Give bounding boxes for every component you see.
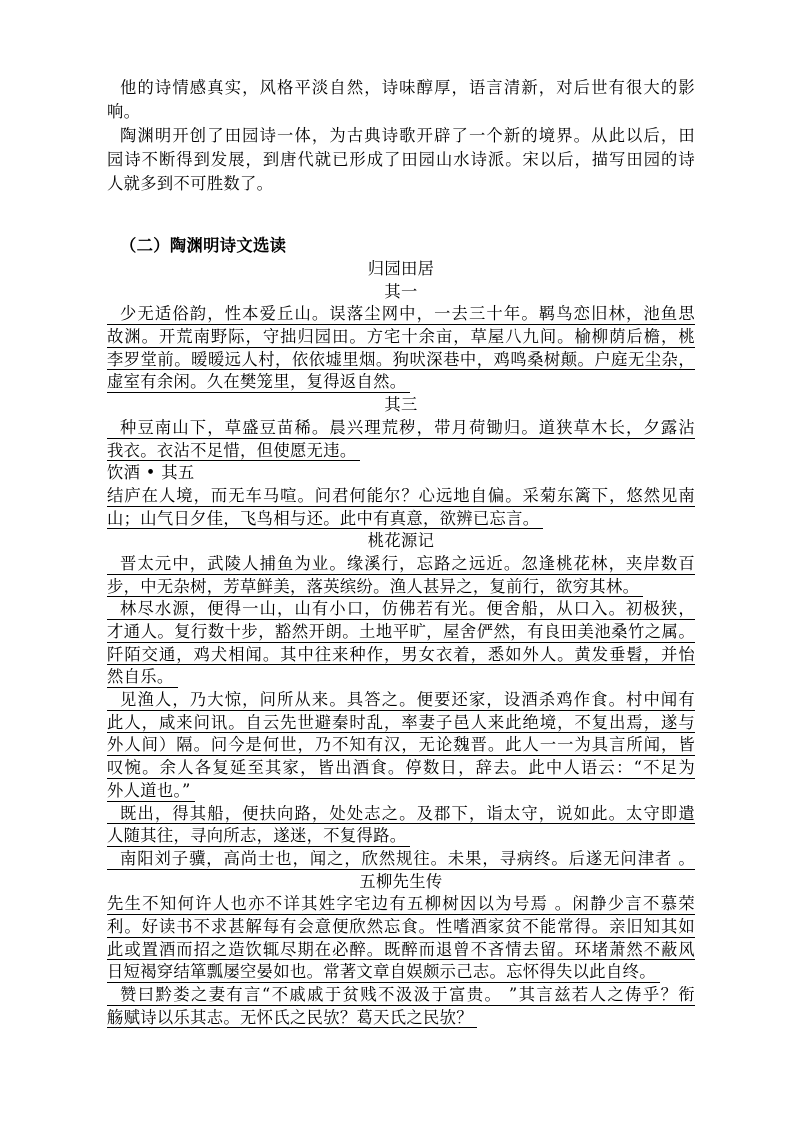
essay-paragraph <box>107 598 695 689</box>
prose-line: 利。好读书不求甚解每有会意便欣然忘食。性嗜酒家贫不能常得。亲旧知其如 <box>107 916 695 939</box>
prose-line: 外人间）隔。问今是何世，乃不知有汉，无论魏晋。此人一一为具言所闻，皆 <box>107 734 695 757</box>
poem-line: 李罗堂前。暧暧远人村，依依墟里烟。狗吠深巷中，鸡鸣桑树颠。户庭无尘杂， <box>107 349 695 372</box>
prose-line <box>107 1007 695 1030</box>
intro-line: 响。 <box>107 102 141 121</box>
intro-line: 他的诗情感真实，风格平淡自然，诗味醇厚，语言清新，对后世有很大的影 <box>120 78 695 97</box>
intro-line: 园诗不断得到发展，到唐代就已形成了田园山水诗派。宋以后，描写田园的诗 <box>107 150 695 169</box>
prose-line-text: 步，中无杂树，芳草鲜美，落英缤纷。渔人甚异之，复前行，欲穷其林。 <box>107 576 643 599</box>
section-heading: （二）陶渊明诗文选读 <box>120 236 287 255</box>
essay-paragraph <box>107 893 695 984</box>
poem-part-label: 其三 <box>384 395 418 415</box>
essay-paragraph <box>107 803 695 848</box>
prose-line-text: 然自乐。 <box>107 666 178 689</box>
essay-paragraph <box>107 553 695 598</box>
essay-title: 五柳先生传 <box>359 871 443 891</box>
essay-paragraph <box>107 848 695 871</box>
prose-line-text: 日短褐穿结箪瓢屡空晏如也。常著文章自娱颇示己志。忘怀得失以此自终。 <box>107 961 660 984</box>
poem-line-text: 山；山气日夕佳，飞鸟相与还。此中有真意，欲辨已忘言。 <box>107 508 543 531</box>
prose-line <box>107 780 695 803</box>
prose-line: 才通人。复行数十步，豁然开朗。土地平旷，屋舍俨然，有良田美池桑竹之属。 <box>107 621 695 644</box>
prose-line: 此或置酒而招之造饮辄尽期在必醉。既醉而退曾不吝情去留。环堵萧然不蔽风 <box>107 939 695 962</box>
prose-line: 既出，得其船，便扶向路，处处志之。及郡下，诣太守，说如此。太守即遣 <box>107 803 695 826</box>
poem-yinjiu <box>107 462 695 530</box>
intro-paragraph <box>107 76 695 124</box>
prose-line: 此人，咸来问讯。自云先世避秦时乱，率妻子邑人来此绝境，不复出焉，遂与 <box>107 712 695 735</box>
page-content <box>107 76 695 1029</box>
prose-line-text: 觞赋诗以乐其志。无怀氏之民欤？葛天氏之民欤？ <box>107 1007 477 1030</box>
essay-paragraph <box>107 984 695 1029</box>
essay-wuliu-xiansheng-zhuan <box>107 871 695 1030</box>
poem-line: 少无适俗韵，性本爱丘山。误落尘网中，一去三十年。羁鸟恋旧林，池鱼思 <box>107 303 695 326</box>
prose-line: 先生不知何许人也亦不详其姓字宅边有五柳树因以为号焉 。闲静少言不慕荣 <box>107 893 695 916</box>
poem-line <box>107 508 695 531</box>
prose-line: 见渔人，乃大惊，问所从来。具答之。便要还家，设酒杀鸡作食。村中闻有 <box>107 689 695 712</box>
poem-line: 结庐在人境，而无车马喧。问君何能尔？心远地自偏。采菊东篱下，悠然见南 <box>107 485 695 508</box>
prose-line: 赞曰黔娄之妻有言“不戚戚于贫贱不汲汲于富贵。 ”其言兹若人之俦乎？衔 <box>107 984 695 1007</box>
poem-line <box>107 371 695 394</box>
essay-title: 桃花源记 <box>367 531 435 551</box>
prose-line: 南阳刘子骥，高尚士也，闻之，欣然规往。未果，寻病终。后遂无问津者 。 <box>107 848 695 871</box>
prose-line <box>107 961 695 984</box>
readings-section <box>107 258 695 1029</box>
poem-line: 故渊。开荒南野际，守拙归园田。方宅十余亩，草屋八九间。榆柳荫后檐，桃 <box>107 326 695 349</box>
essay-taohuayuan-ji <box>107 530 695 870</box>
prose-line <box>107 825 695 848</box>
prose-line: 阡陌交通，鸡犬相闻。其中往来种作，男女衣着，悉如外人。黄发垂髫，并怡 <box>107 644 695 667</box>
poem-part-label: 其一 <box>384 281 418 301</box>
intro-line: 人就多到不可胜数了。 <box>107 174 274 193</box>
poem-title: 饮酒 • 其五 <box>107 463 195 483</box>
prose-line <box>107 576 695 599</box>
poem-title: 归园田居 <box>367 259 435 278</box>
essay-paragraph <box>107 689 695 802</box>
prose-line: 叹惋。余人各复延至其家，皆出酒食。停数日，辞去。此中人语云：“不足为 <box>107 757 695 780</box>
prose-line-text: 外人道也。” <box>107 780 195 803</box>
intro-paragraph <box>107 124 695 196</box>
poem-line-text: 虚室有余闲。久在樊笼里，复得返自然。 <box>107 371 410 394</box>
prose-line-text: 人随其往，寻向所志，遂迷，不复得路。 <box>107 825 410 848</box>
prose-line <box>107 666 695 689</box>
prose-line: 林尽水源，便得一山，山有小口，仿佛若有光。便舍船，从口入。初极狭， <box>107 598 695 621</box>
intro-line: 陶渊明开创了田园诗一体，为古典诗歌开辟了一个新的境界。从此以后，田 <box>120 126 695 145</box>
poem-line <box>107 440 695 463</box>
prose-line: 晋太元中，武陵人捕鱼为业。缘溪行，忘路之远近。忽逢桃花林，夹岸数百 <box>107 553 695 576</box>
intro-section <box>107 76 695 196</box>
poem-guiyuan-tianju <box>107 258 695 462</box>
poem-line: 种豆南山下，草盛豆苗稀。晨兴理荒秽，带月荷锄归。道狭草木长，夕露沾 <box>107 417 695 440</box>
poem-line-text: 我衣。衣沾不足惜，但使愿无违。 <box>107 440 360 463</box>
